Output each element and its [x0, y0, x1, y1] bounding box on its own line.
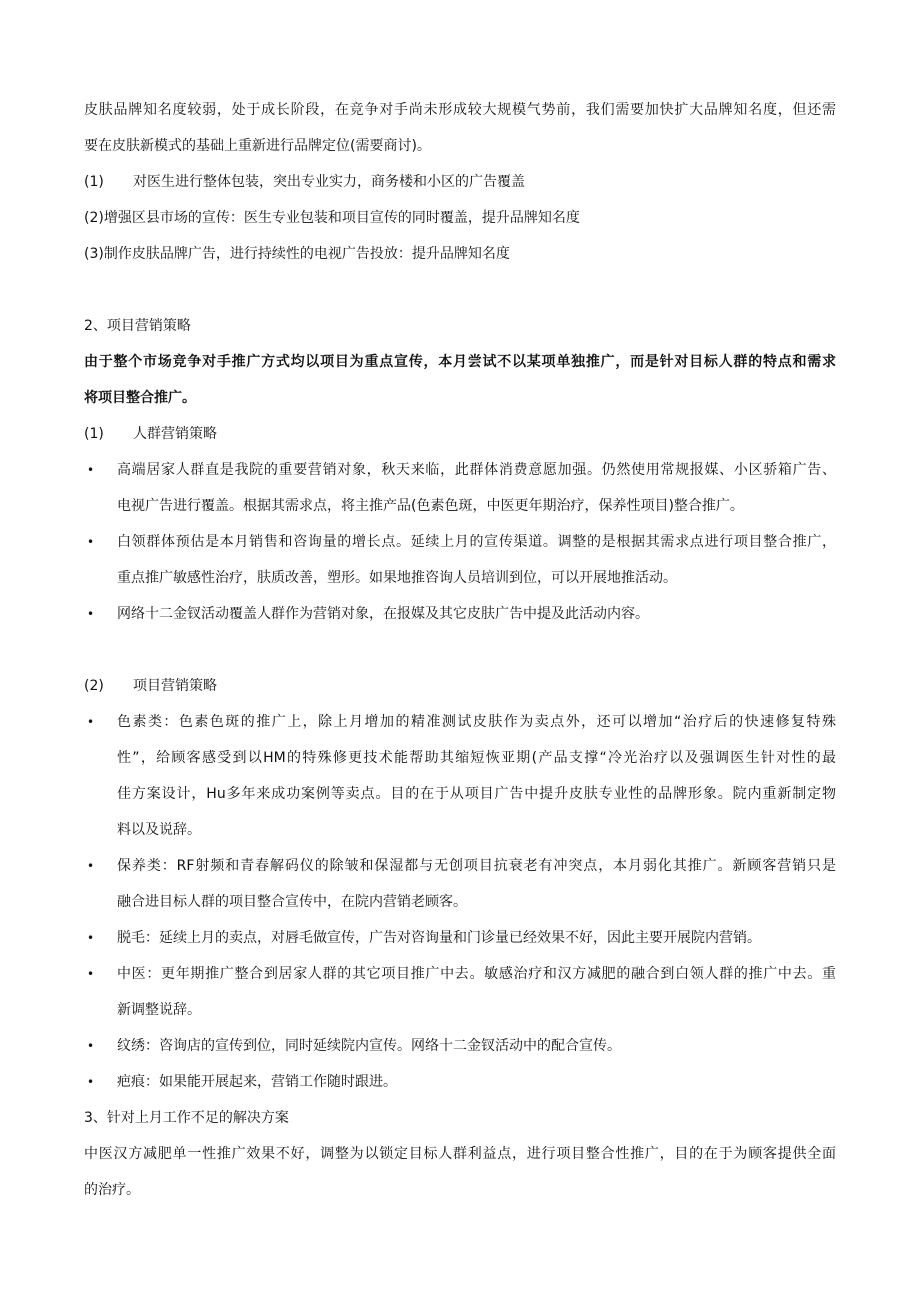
- bullet-icon: •: [87, 535, 95, 549]
- section-heading: 2、项目营销策略: [84, 318, 191, 334]
- bullet-text-line: 中医：更年期推广整合到居家人群的其它项目推广中去。敏感治疗和汉方减肥的融合到白领人群的推广中去。重: [117, 966, 836, 982]
- subsection-title: 项目营销策略: [133, 678, 217, 694]
- paragraph-line: 中医汉方减肥单一性推广效果不好，调整为以锁定目标人群利益点，进行项目整合性推广，目的在于为顾客提供全面: [84, 1146, 836, 1162]
- bullet-text-line: 新调整说辞。: [117, 1002, 201, 1018]
- bullet-icon: •: [87, 931, 95, 945]
- bullet-text-line: 脱毛：延续上月的卖点，对唇毛做宣传，广告对咨询量和门诊量已经效果不好，因此主要开展院内营销。: [117, 930, 761, 946]
- bullet-text-line: 高端居家人群直是我院的重要营销对象，秋天来临，此群体消费意愿加强。仍然使用常规报媒、小区骄箱广告、: [117, 462, 836, 478]
- bullet-text-line: 电视广告进行覆盖。根据其需求点，将主推产品(色素色斑，中医更年期治疗，保养性项目)整合推广。: [117, 498, 744, 514]
- list-item: (2)增强区县市场的宣传：医生专业包装和项目宣传的同时覆盖，提升品牌知名度: [84, 210, 580, 226]
- bullet-icon: •: [87, 967, 95, 981]
- bold-paragraph-line: 由于整个市场竞争对手推广方式均以项目为重点宣传，本月尝试不以某项单独推广，而是针对目标人群的特点和需求: [84, 354, 836, 370]
- bullet-icon: •: [87, 859, 95, 873]
- list-item: (3)制作皮肤品牌广告，进行持续性的电视广告投放：提升品牌知名度: [84, 246, 510, 262]
- paragraph-line: 的治疗。: [84, 1182, 140, 1198]
- subsection-title: 人群营销策略: [133, 426, 217, 442]
- bullet-text-line: 融合进目标人群的项目整合宣传中，在院内营销老顾客。: [117, 894, 467, 910]
- bullet-icon: •: [87, 715, 95, 729]
- bullet-icon: •: [87, 463, 95, 477]
- bullet-text-line: 纹绣：咨询店的宣传到位，同时延续院内宣传。网络十二金钗活动中的配合宣传。: [117, 1038, 621, 1054]
- bullet-text-line: 白领群体预估是本月销售和咨询量的增长点。延续上月的宣传渠道。调整的是根据其需求点进行项目整合推广，: [117, 534, 836, 550]
- bullet-text-line: 保养类：RF射频和青春解码仪的除皱和保湿都与无创项目抗衰老有冲突点，本月弱化其推广。新顾客营销只是: [117, 858, 836, 874]
- bullet-text-line: 佳方案设计，Hu多年来成功案例等卖点。目的在于从项目广告中提升皮肤专业性的品牌形象。院内重新制定物: [117, 786, 836, 802]
- subsection-number: (1): [84, 426, 104, 442]
- subsection-number: (2): [84, 678, 104, 694]
- bullet-text-line: 网络十二金钗活动覆盖人群作为营销对象，在报媒及其它皮肤广告中提及此活动内容。: [117, 606, 649, 622]
- list-item-text: 对医生进行整体包装，突出专业实力，商务楼和小区的广告覆盖: [133, 174, 525, 190]
- bullet-icon: •: [87, 607, 95, 621]
- bold-paragraph-line: 将项目整合推广。: [84, 390, 196, 406]
- section-heading: 3、针对上月工作不足的解决方案: [84, 1110, 289, 1126]
- bullet-icon: •: [87, 1075, 95, 1089]
- bullet-text-line: 重点推广敏感性治疗，肤质改善，塑形。如果地推咨询人员培训到位，可以开展地推活动。: [117, 570, 677, 586]
- bullet-icon: •: [87, 1039, 95, 1053]
- bullet-text-line: 色素类：色素色斑的推广上，除上月增加的精准测试皮肤作为卖点外，还可以增加“治疗后的快速修复特殊: [117, 714, 836, 730]
- bullet-text-line: 疤痕：如果能开展起来，营销工作随时跟进。: [117, 1074, 397, 1090]
- intro-paragraph-line: 皮肤品牌知名度较弱，处于成长阶段，在竞争对手尚未形成较大规模气势前，我们需要加快扩大品牌知名度，但还需: [84, 102, 836, 118]
- list-number: (1): [84, 174, 104, 190]
- bullet-text-line: 料以及说辞。: [117, 822, 201, 838]
- bullet-text-line: 性”，给顾客感受到以HM的特殊修更技术能帮助其缩短恢亚期(产品支撑“冷光治疗以及强调医生针对性的最: [117, 750, 836, 766]
- intro-paragraph-line: 要在皮肤新模式的基础上重新进行品牌定位(需要商讨)。: [84, 138, 431, 154]
